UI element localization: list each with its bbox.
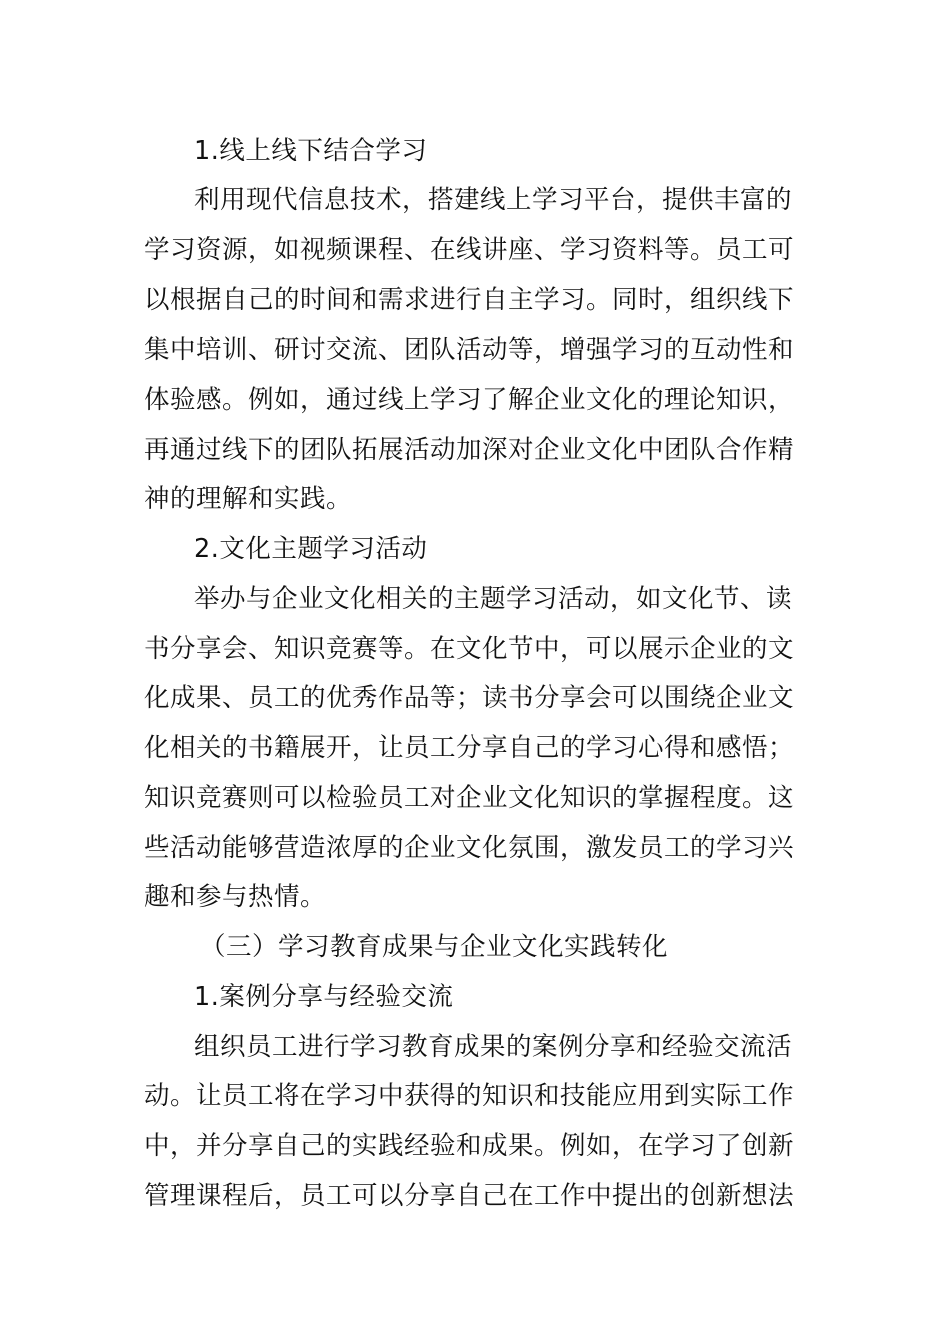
- paragraph-line: 神的理解和实践。: [144, 484, 353, 514]
- paragraph-line: 书分享会、知识竞赛等。在文化节中，可以展示企业的文: [144, 634, 795, 664]
- paragraph-line: 以根据自己的时间和需求进行自主学习。同时，组织线下: [144, 285, 795, 315]
- heading-online-offline: 1.线上线下结合学习: [194, 136, 428, 166]
- paragraph-line: 化相关的书籍展开，让员工分享自己的学习心得和感悟；: [144, 733, 795, 763]
- paragraph-line: 集中培训、研讨交流、团队活动等，增强学习的互动性和: [144, 335, 795, 365]
- paragraph-line: 动。让员工将在学习中获得的知识和技能应用到实际工作: [144, 1081, 795, 1111]
- paragraph-line: 管理课程后，员工可以分享自己在工作中提出的创新想法: [144, 1181, 795, 1211]
- section-heading-3: （三）学习教育成果与企业文化实践转化: [200, 932, 669, 962]
- paragraph-line: 举办与企业文化相关的主题学习活动，如文化节、读: [194, 584, 793, 614]
- paragraph-line: 趣和参与热情。: [144, 882, 327, 912]
- paragraph-line: 知识竞赛则可以检验员工对企业文化知识的掌握程度。这: [144, 783, 795, 813]
- paragraph-line: 组织员工进行学习教育成果的案例分享和经验交流活: [194, 1032, 793, 1062]
- heading-case-sharing: 1.案例分享与经验交流: [194, 982, 454, 1012]
- paragraph-line: 些活动能够营造浓厚的企业文化氛围，激发员工的学习兴: [144, 833, 795, 863]
- paragraph-line: 体验感。例如，通过线上学习了解企业文化的理论知识，: [144, 385, 795, 415]
- heading-culture-theme: 2.文化主题学习活动: [194, 534, 428, 564]
- paragraph-line: 再通过线下的团队拓展活动加深对企业文化中团队合作精: [144, 435, 795, 465]
- paragraph-line: 中，并分享自己的实践经验和成果。例如，在学习了创新: [144, 1131, 795, 1161]
- paragraph-line: 利用现代信息技术，搭建线上学习平台，提供丰富的: [194, 185, 793, 215]
- paragraph-line: 化成果、员工的优秀作品等；读书分享会可以围绕企业文: [144, 683, 795, 713]
- paragraph-line: 学习资源，如视频课程、在线讲座、学习资料等。员工可: [144, 235, 795, 265]
